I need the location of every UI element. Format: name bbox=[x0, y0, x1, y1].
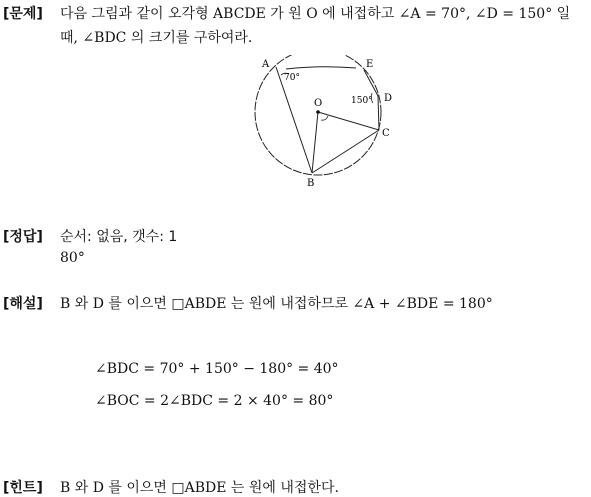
side-BC bbox=[312, 130, 379, 173]
answer-label: [정답] bbox=[3, 229, 43, 245]
answer-value: 80° bbox=[60, 250, 85, 266]
side-CD bbox=[378, 96, 379, 130]
point-label-E: E bbox=[366, 59, 374, 70]
point-label-B: B bbox=[307, 178, 315, 189]
explanation-equation-2: ∠BOC = 2∠BDC = 2 × 40° = 80° bbox=[95, 393, 334, 409]
radius-OC bbox=[318, 112, 379, 130]
angle-label-A: 70° bbox=[284, 73, 300, 83]
point-label-O: O bbox=[314, 98, 323, 109]
hint-text: B 와 D 를 이으면 □ABDE 는 원에 내접한다. bbox=[60, 480, 339, 496]
radius-OB bbox=[312, 112, 318, 173]
hint-label: [힌트] bbox=[3, 480, 43, 496]
explanation-line-1: B 와 D 를 이으면 □ABDE 는 원에 내접하므로 ∠A + ∠BDE = 180° bbox=[60, 296, 493, 312]
answer-meta: 순서: 없음, 갯수: 1 bbox=[60, 229, 178, 245]
problem-line-2: 때, ∠BDC 의 크기를 구하여라. bbox=[60, 30, 253, 46]
point-label-D: D bbox=[384, 93, 393, 104]
angle-label-D: 150° bbox=[351, 96, 373, 106]
point-label-A: A bbox=[262, 59, 270, 70]
problem-line-1: 다음 그림과 같이 오각형 ABCDE 가 원 O 에 내접하고 ∠A = 70°, ∠D = 150° 일 bbox=[60, 6, 571, 22]
side-EA bbox=[286, 67, 356, 69]
side-DE bbox=[364, 70, 378, 96]
explanation-label: [해설] bbox=[3, 296, 43, 312]
angle-mark-O bbox=[321, 116, 328, 120]
center-point bbox=[316, 110, 320, 114]
circle-figure bbox=[250, 55, 400, 190]
explanation-equation-1: ∠BDC = 70° + 150° − 180° = 40° bbox=[95, 361, 339, 377]
point-label-C: C bbox=[382, 128, 390, 139]
problem-label: [문제] bbox=[3, 6, 43, 22]
